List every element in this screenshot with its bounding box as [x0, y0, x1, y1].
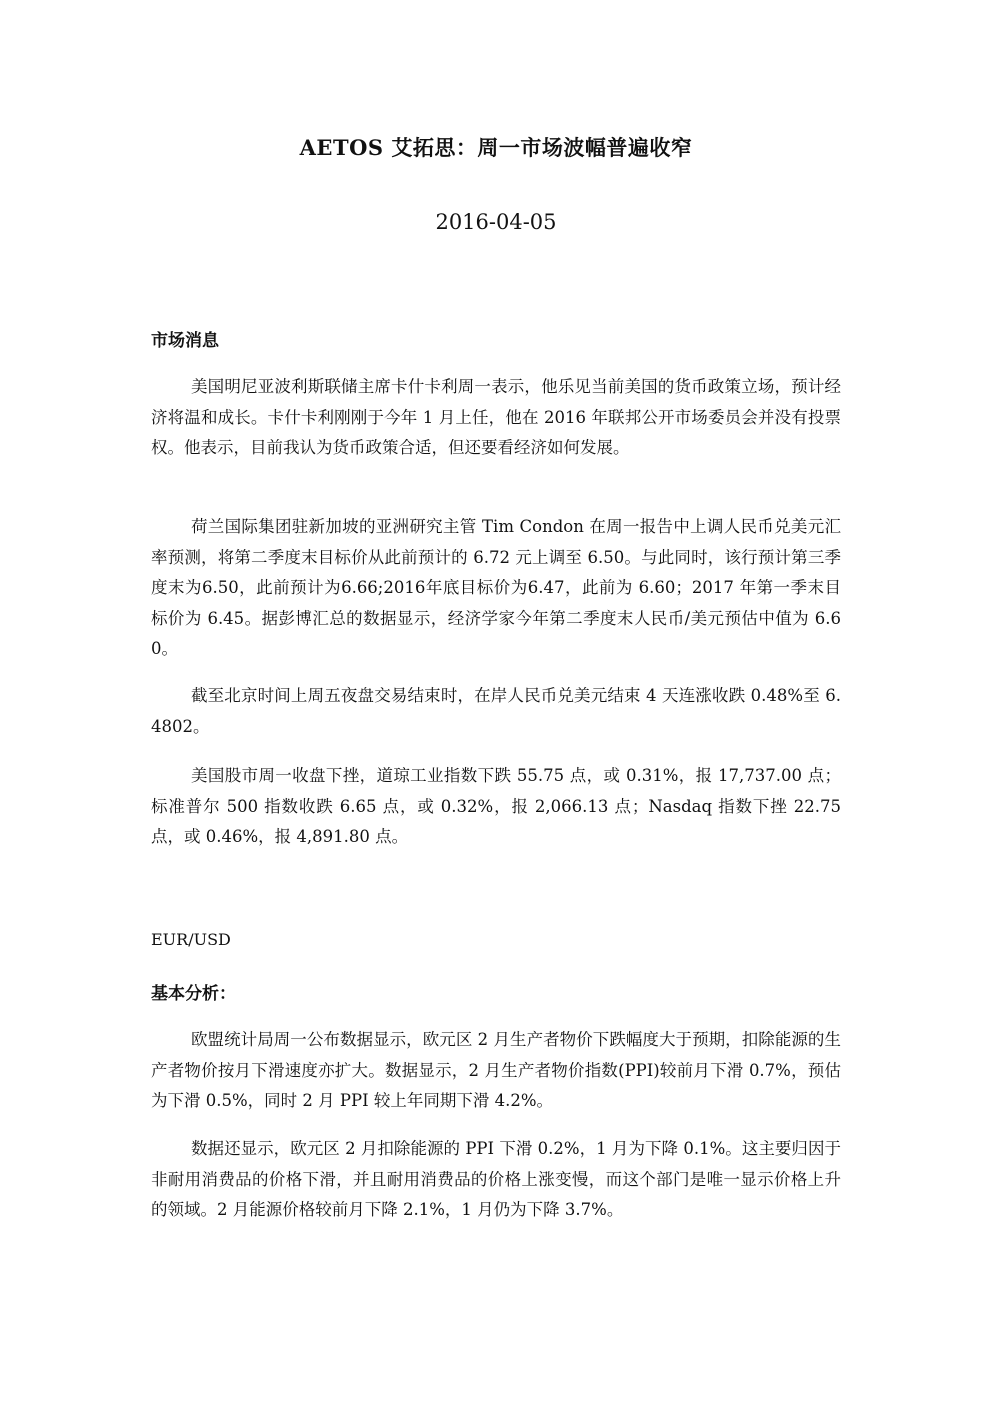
currency-pair-label: EUR/USD: [151, 930, 231, 949]
market-news-paragraph-3: 截至北京时间上周五夜盘交易结束时，在岸人民币兑美元结束 4 天连涨收跌 0.48%至 6.4802。: [151, 686, 841, 736]
document-title: AETOS 艾拓思：周一市场波幅普遍收窄: [299, 135, 693, 160]
market-news-paragraph-4: 美国股市周一收盘下挫，道琼工业指数下跌 55.75 点，或 0.31%，报 17,737.00 点；标准普尔 500 指数收跌 6.65 点，或 0.32%，报 2,066.13 点；Nasdaq 指数下挫 22.75 点，或 0.46%，报 4,891.80 点。: [151, 766, 841, 846]
fundamental-paragraph-1: 欧盟统计局周一公布数据显示，欧元区 2 月生产者物价下跌幅度大于预期，扣除能源的生产者物价按月下滑速度亦扩大。数据显示，2 月生产者物价指数(PPI)较前月下滑 0.7%，预估为下滑 0.5%，同时 2 月 PPI 较上年同期下滑 4.2%。: [151, 1030, 841, 1110]
market-news-paragraph-2: 荷兰国际集团驻新加坡的亚洲研究主管 Tim Condon 在周一报告中上调人民币兑美元汇率预测，将第二季度末目标价从此前预计的 6.72 元上调至 6.50。与此同时，该行预计第三季度末为6.50，此前预计为6.66;2016年底目标价为6.47，此前为 6.60；2017 年第一季末目标价为 6.45。据彭博汇总的数据显示，经济学家今年第二季度末人民币/美元预估中值为 6.60。: [151, 517, 841, 658]
market-news-paragraph-1: 美国明尼亚波利斯联储主席卡什卡利周一表示，他乐见当前美国的货币政策立场，预计经济将温和成长。卡什卡利刚刚于今年 1 月上任，他在 2016 年联邦公开市场委员会并没有投票权。他表示，目前我认为货币政策合适，但还要看经济如何发展。: [151, 377, 841, 457]
document-date: 2016-04-05: [435, 210, 557, 234]
market-news-heading: 市场消息: [151, 331, 219, 351]
fundamental-paragraph-2: 数据还显示，欧元区 2 月扣除能源的 PPI 下滑 0.2%，1 月为下降 0.1%。这主要归因于非耐用消费品的价格下滑，并且耐用消费品的价格上涨变慢，而这个部门是唯一显示价格上升的领域。2 月能源价格较前月下降 2.1%，1 月仍为下降 3.7%。: [151, 1139, 841, 1219]
fundamental-analysis-heading: 基本分析：: [151, 984, 236, 1004]
